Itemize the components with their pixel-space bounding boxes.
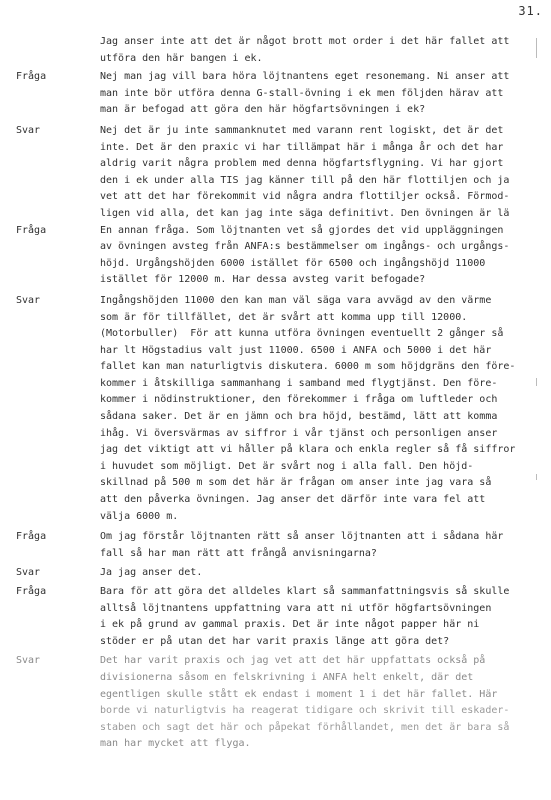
- text-line: man är befogad att göra den här högfartsövningen i ek?: [100, 104, 426, 116]
- speaker-label: Fråga: [16, 224, 47, 236]
- entry-text: [100, 223, 551, 289]
- transcript-entry: [0, 653, 551, 753]
- text-line: aldrig varit några problem med denna högfartsflygning. Vi har gjort: [100, 158, 504, 170]
- transcript-entry: [0, 123, 551, 223]
- text-line: jag det viktigt att vi håller på klara och enkla regler så få siffror: [100, 444, 516, 456]
- text-line: Jag anser inte att det är något brott mot order i det här fallet att: [100, 36, 510, 47]
- text-line: Ingångshöjden 11000 den kan man väl säga vara avvägd av den värme: [100, 294, 492, 306]
- transcript-entry: [0, 223, 551, 289]
- entry-text: [100, 529, 551, 562]
- text-line: har lt Högstadius valt just 11000. 6500 i ANFA och 5000 i det här: [100, 344, 492, 356]
- speaker-label: Svar: [16, 294, 41, 306]
- speaker-label: Svar: [16, 655, 41, 667]
- text-line: En annan fråga. Som löjtnanten vet så gjordes det vid uppläggningen: [100, 224, 504, 236]
- text-line: stöder er på utan det har varit praxis länge att göra det?: [100, 635, 450, 647]
- entry-text: [100, 584, 551, 650]
- text-line: att den påverka övningen. Jag anser det därför inte vara fel att: [100, 494, 486, 506]
- text-line: av övningen avsteg från ANFA:s bestämmelser om ingångs- och urgångs-: [100, 241, 510, 253]
- text-line: fall så har man rätt att frångå anvisningarna?: [100, 547, 377, 559]
- text-line: man har mycket att flyga.: [100, 738, 251, 750]
- transcript-entry: [0, 584, 551, 650]
- text-line: Bara för att göra det alldeles klart så sammanfattningsvis så skulle: [100, 586, 510, 597]
- text-line: kommer i åtskilliga sammanhang i samband med flygtjänst. Den före-: [100, 377, 498, 389]
- text-line: ligen vid alla, det kan jag inte säga definitivt. Den övningen är lä: [100, 207, 510, 219]
- text-line: som är för tillfället, det är svårt att komma upp till 12000.: [100, 311, 468, 323]
- text-line: sådana saker. Det är en jämn och bra höjd, bestämd, lätt att komma: [100, 411, 498, 423]
- transcript-body: [0, 34, 551, 753]
- transcript-entry: [0, 69, 551, 119]
- text-line: Ja jag anser det.: [100, 567, 203, 579]
- transcript-entry: [0, 293, 551, 525]
- transcript-entry: [0, 34, 551, 67]
- text-line: fallet kan man naturligtvis diskutera. 6000 m som höjdgräns den före-: [100, 361, 516, 373]
- text-line: den i ek under alla TIS jag känner till på den här flottiljen och ja: [100, 174, 510, 186]
- speaker-label: Fråga: [16, 531, 47, 543]
- speaker-label: Svar: [16, 567, 41, 579]
- entry-text: [100, 565, 551, 582]
- text-line: (Motorbuller) För att kunna utföra övningen eventuellt 2 gånger så: [100, 328, 504, 340]
- text-line: kommer i nödinstruktioner, den förekommer i fråga om luftleder och: [100, 394, 498, 406]
- text-line: alltså löjtnantens uppfattning vara att ni utför högfartsövningen: [100, 602, 492, 614]
- text-line: borde vi naturligtvis ha reagerat tidigare och skrivit till eskader-: [100, 705, 510, 717]
- text-line: egentligen skulle stått ek endast i moment 1 i det här fallet. Här: [100, 688, 498, 700]
- text-line: Nej det är ju inte sammanknutet med varann rent logiskt, det är det: [100, 124, 504, 136]
- text-line: välja 6000 m.: [100, 510, 179, 522]
- text-line: Nej man jag vill bara höra löjtnantens eget resonemang. Ni anser att: [100, 71, 510, 83]
- text-line: Om jag förstår löjtnanten rätt så anser löjtnanten att i sådana här: [100, 531, 504, 543]
- text-line: istället för 12000 m. Har dessa avsteg varit befogade?: [100, 274, 426, 286]
- speaker-label: Fråga: [16, 586, 47, 597]
- text-line: höjd. Urgångshöjden 6000 istället för 6500 och ingångshöjd 11000: [100, 257, 486, 269]
- entry-text: [100, 69, 551, 119]
- entry-text: [100, 293, 551, 525]
- text-line: Det har varit praxis och jag vet att det här uppfattats också på: [100, 655, 486, 667]
- text-line: staben och sagt det här och påpekat förhållandet, men det är bara så: [100, 721, 510, 733]
- text-line: ihåg. Vi översvärmas av siffror i vår tjänst och personligen anser: [100, 427, 498, 439]
- transcript-entry: [0, 529, 551, 562]
- page-number: 31.: [518, 4, 543, 18]
- text-line: man inte bör utföra denna G-stall-övning i ek men följden härav att: [100, 87, 504, 99]
- text-line: divisionerna såsom en felskrivning i ANFA helt enkelt, där det: [100, 671, 474, 683]
- text-line: skillnad på 500 m som det här är frågan om anser inte jag vara så: [100, 477, 492, 489]
- text-line: i ek på grund av gammal praxis. Det är inte något papper här ni: [100, 619, 480, 631]
- transcript-entry: [0, 565, 551, 582]
- entry-text: [100, 653, 551, 753]
- text-line: vet att det har förekommit vid några andra flottiljer också. Förmod-: [100, 191, 510, 203]
- text-line: utföra den här bangen i ek.: [100, 52, 263, 64]
- text-line: inte. Det är den praxic vi har tillämpat här i många år och det har: [100, 141, 504, 153]
- entry-text: [100, 34, 551, 67]
- entry-text: [100, 123, 551, 223]
- speaker-label: Svar: [16, 124, 41, 136]
- text-line: i huvudet som möjligt. Det är svårt nog i alla fall. Den höjd-: [100, 460, 474, 472]
- speaker-label: Fråga: [16, 71, 47, 83]
